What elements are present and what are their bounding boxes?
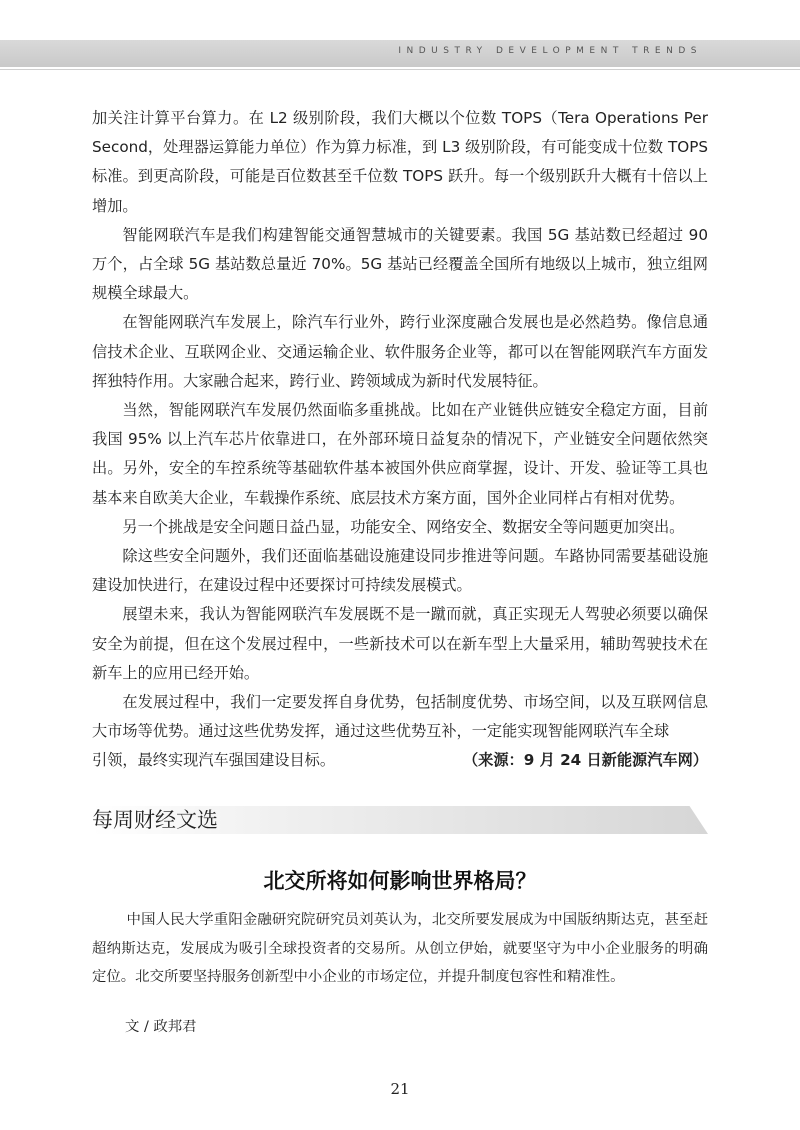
running-header: INDUSTRY DEVELOPMENT TRENDS (398, 46, 702, 56)
source-credit: （来源：9 月 24 日新能源汽车网） (462, 751, 708, 770)
body-paragraph-8 (92, 688, 708, 746)
body-paragraph-5: 另一个挑战是安全问题日益凸显，功能安全、网络安全、数据安全等问题更加突出。 (122, 517, 685, 536)
page-number: 21 (390, 1080, 410, 1098)
article-title: 北交所将如何影响世界格局？ (263, 869, 537, 893)
section-title: 每周财经文选 (92, 808, 218, 832)
article-body (92, 104, 708, 776)
body-paragraph-1: 加关注计算平台算力。在 L2 级别阶段，我们大概以个位数 TOPS（Tera Operations Per Second，处理器运算能力单位）作为算力标准，到 L3 级别阶段，有可能变成十位数 TOPS 标准。到更高阶段，可能是百位数甚至千位数 TOPS 跃升。每一个级别跃升大概有十倍以上增加。 (92, 109, 708, 215)
article-abstract: 中国人民大学重阳金融研究院研究员刘英认为，北交所要发展成为中国版纳斯达克，甚至赶超纳斯达克，发展成为吸引全球投资者的交易所。从创立伊始，就要坚守为中小企业服务的明确定位。北交所要坚持服务创新型中小企业的市场定位，并提升制度包容性和精准性。 (92, 912, 708, 985)
body-paragraph-3: 在智能网联汽车发展上，除汽车行业外，跨行业深度融合发展也是必然趋势。像信息通信技术企业、互联网企业、交通运输企业、软件服务企业等，都可以在智能网联汽车方面发挥独特作用。大家融合起来，跨行业、跨领域成为新时代发展特征。 (92, 313, 708, 390)
body-paragraph-4: 当然，智能网联汽车发展仍然面临多重挑战。比如在产业链供应链安全稳定方面，目前我国 95% 以上汽车芯片依靠进口，在外部环境日益复杂的情况下，产业链安全问题依然突出。另外，安全的车控系统等基础软件基本被国外供应商掌握，设计、开发、验证等工具也基本来自欧美大企业，车载操作系统、底层技术方案方面，国外企业同样占有相对优势。 (92, 401, 708, 507)
body-paragraph-8-tail: 引领，最终实现汽车强国建设目标。 (92, 751, 335, 770)
source-line (92, 746, 708, 775)
body-paragraph-6: 除这些安全问题外，我们还面临基础设施建设同步推进等问题。车路协同需要基础设施建设加快进行，在建设过程中还要探讨可持续发展模式。 (92, 547, 708, 595)
header-divider (0, 69, 800, 70)
body-paragraph-8-text: 在发展过程中，我们一定要发挥自身优势，包括制度优势、市场空间，以及互联网信息大市场等优势。通过这些优势发挥，通过这些优势互补，一定能实现智能网联汽车全球 (92, 693, 708, 741)
article-byline: 文 / 政邦君 (125, 1019, 197, 1035)
body-paragraph-7: 展望未来，我认为智能网联汽车发展既不是一蹴而就，真正实现无人驾驶必须要以确保安全为前提，但在这个发展过程中，一些新技术可以在新车型上大量采用，辅助驾驶技术在新车上的应用已经开始。 (92, 605, 708, 682)
body-paragraph-2: 智能网联汽车是我们构建智能交通智慧城市的关键要素。我国 5G 基站数已经超过 90 万个，占全球 5G 基站数总量近 70%。5G 基站已经覆盖全国所有地级以上城市，独立组网规模全球最大。 (92, 225, 708, 303)
